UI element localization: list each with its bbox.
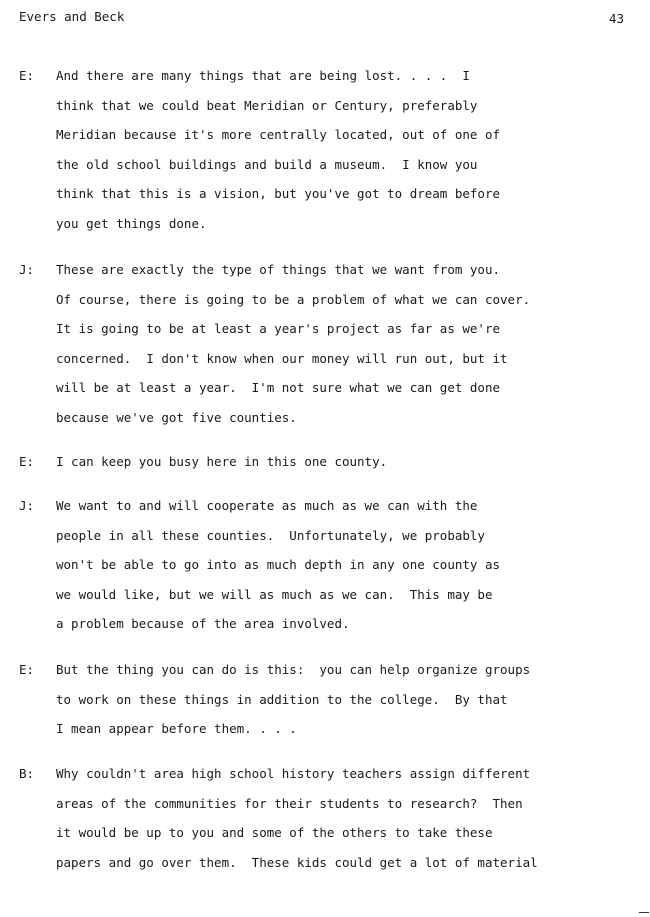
transcript-line: won't be able to go into as much depth in any one county as bbox=[56, 557, 501, 573]
transcript-line: And there are many things that are being lost. . . . I bbox=[56, 68, 470, 83]
speaker-label: B: bbox=[19, 766, 35, 781]
transcript-line: But the thing you can do is this: you can help organize groups bbox=[56, 662, 531, 677]
speaker-label: E: bbox=[19, 454, 35, 469]
speaker-label: J: bbox=[19, 262, 35, 277]
transcript-line: think that this is a vision, but you've got to dream before bbox=[56, 186, 501, 202]
speaker-label: J: bbox=[19, 498, 35, 513]
running-title: Evers and Beck bbox=[19, 9, 125, 24]
page-edge-mark bbox=[639, 912, 649, 913]
speaker-label: E: bbox=[19, 68, 35, 83]
transcript-line: because we've got five counties. bbox=[56, 410, 297, 425]
transcript-line: concerned. I don't know when our money will run out, but it bbox=[56, 350, 508, 366]
transcript-line: think that we could beat Meridian or Century, preferably bbox=[56, 97, 478, 113]
speaker-label: E: bbox=[19, 662, 35, 677]
transcript-line: These are exactly the type of things that we want from you. bbox=[56, 262, 501, 277]
transcript-line: We want to and will cooperate as much as we can with the bbox=[56, 498, 478, 513]
transcript-line: Meridian because it's more centrally located, out of one of bbox=[56, 127, 501, 143]
transcript-line: I can keep you busy here in this one county. bbox=[56, 454, 388, 469]
transcript-line: Why couldn't area high school history teachers assign different bbox=[56, 766, 531, 781]
transcript-line: we would like, but we will as much as we can. This may be bbox=[56, 586, 493, 602]
transcript-line: a problem because of the area involved. bbox=[56, 616, 350, 632]
transcript-line: the old school buildings and build a museum. I know you bbox=[56, 156, 478, 172]
transcript-line: to work on these things in addition to the college. By that bbox=[56, 691, 508, 707]
transcript-line: you get things done. bbox=[56, 216, 207, 231]
transcript-line: it would be up to you and some of the others to take these bbox=[56, 825, 493, 841]
transcript-line: people in all these counties. Unfortunately, we probably bbox=[56, 527, 485, 543]
page-number: 43 bbox=[609, 11, 625, 26]
transcript-line: will be at least a year. I'm not sure what we can get done bbox=[56, 380, 501, 396]
transcript-line: I mean appear before them. . . . bbox=[56, 721, 297, 737]
transcript-line: Of course, there is going to be a problem of what we can cover. bbox=[56, 291, 531, 307]
transcript-line: It is going to be at least a year's project as far as we're bbox=[56, 321, 501, 337]
transcript-line: areas of the communities for their students to research? Then bbox=[56, 795, 523, 811]
transcript-line: papers and go over them. These kids could get a lot of material bbox=[56, 854, 538, 870]
